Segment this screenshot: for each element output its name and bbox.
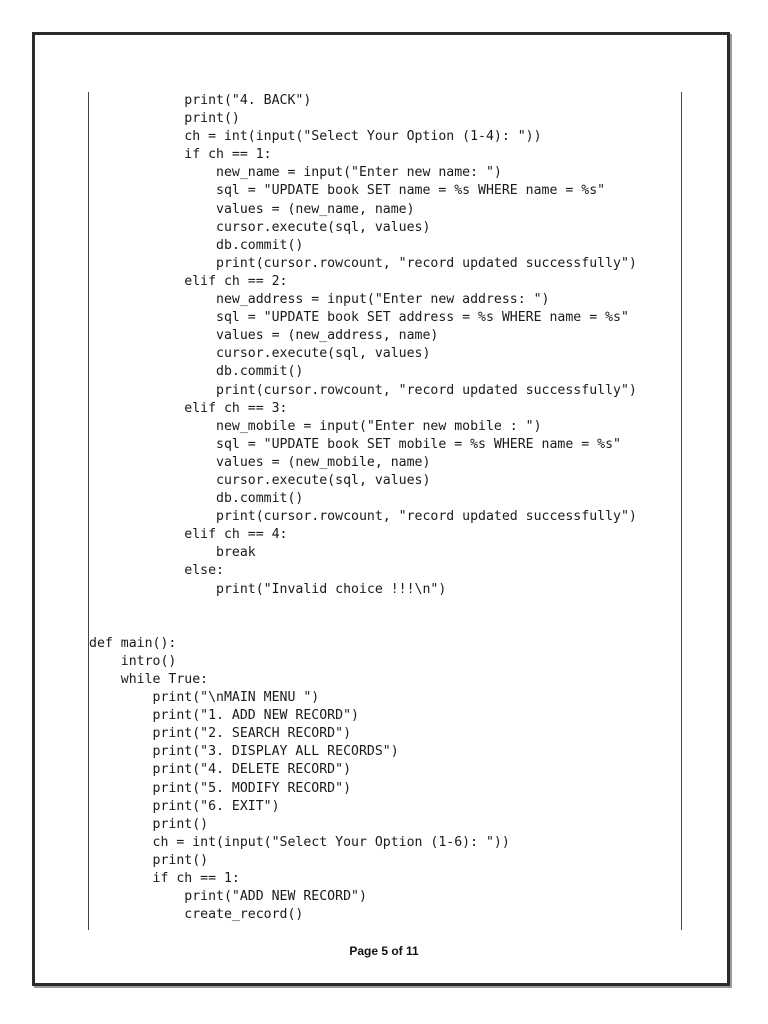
- code-line: elif ch == 2:: [89, 273, 288, 289]
- code-line: print(cursor.rowcount, "record updated successfully"): [89, 255, 637, 271]
- code-line: print("4. DELETE RECORD"): [89, 762, 352, 778]
- code-line: print("1. ADD NEW RECORD"): [89, 708, 359, 724]
- right-margin-line: [681, 92, 682, 930]
- code-line: new_address = input("Enter new address: "): [89, 292, 550, 308]
- code-line: print(cursor.rowcount, "record updated successfully"): [89, 382, 637, 398]
- code-line: new_name = input("Enter new name: "): [89, 165, 502, 181]
- page-number: Page 5 of 11: [349, 944, 419, 958]
- code-line: if ch == 1:: [89, 871, 240, 887]
- code-line: print("5. MODIFY RECORD"): [89, 780, 352, 796]
- code-line: print(): [89, 111, 240, 127]
- code-line: values = (new_mobile, name): [89, 454, 431, 470]
- code-line: ch = int(input("Select Your Option (1-6): ")): [89, 834, 510, 850]
- code-line: db.commit(): [89, 364, 304, 380]
- code-listing: [89, 92, 637, 924]
- code-line: print(): [89, 852, 209, 868]
- code-line: cursor.execute(sql, values): [89, 346, 431, 362]
- code-line: values = (new_name, name): [89, 201, 415, 217]
- code-line: create_record(): [89, 907, 304, 923]
- code-line: ch = int(input("Select Your Option (1-4): ")): [89, 129, 542, 145]
- code-line: print("Invalid choice !!!\n"): [89, 581, 447, 597]
- code-line: intro(): [89, 653, 177, 669]
- code-line: sql = "UPDATE book SET name = %s WHERE name = %s": [89, 183, 606, 199]
- code-line: values = (new_address, name): [89, 328, 439, 344]
- code-line: [89, 617, 637, 635]
- code-line: sql = "UPDATE book SET mobile = %s WHERE name = %s": [89, 436, 621, 452]
- code-line: while True:: [89, 672, 209, 687]
- code-line: print(): [89, 816, 209, 832]
- code-line: cursor.execute(sql, values): [89, 472, 431, 488]
- code-line: print("3. DISPLAY ALL RECORDS"): [89, 744, 399, 760]
- code-line: print("\nMAIN MENU "): [89, 690, 320, 706]
- code-line: elif ch == 3:: [89, 400, 288, 416]
- code-line: [89, 599, 637, 617]
- code-line: else:: [89, 563, 224, 579]
- code-line: cursor.execute(sql, values): [89, 219, 431, 235]
- code-line: print("2. SEARCH RECORD"): [89, 726, 352, 742]
- code-line: print("6. EXIT"): [89, 798, 280, 814]
- code-line: def main():: [89, 635, 177, 651]
- code-line: db.commit(): [89, 491, 304, 507]
- code-line: print("4. BACK"): [89, 93, 312, 108]
- code-line: db.commit(): [89, 237, 304, 253]
- code-line: sql = "UPDATE book SET address = %s WHERE name = %s": [89, 310, 629, 326]
- code-line: break: [89, 545, 256, 561]
- code-line: print("ADD NEW RECORD"): [89, 889, 367, 905]
- code-line: if ch == 1:: [89, 147, 272, 163]
- code-line: elif ch == 4:: [89, 527, 288, 543]
- code-line: new_mobile = input("Enter new mobile : "): [89, 418, 542, 434]
- code-line: print(cursor.rowcount, "record updated successfully"): [89, 509, 637, 525]
